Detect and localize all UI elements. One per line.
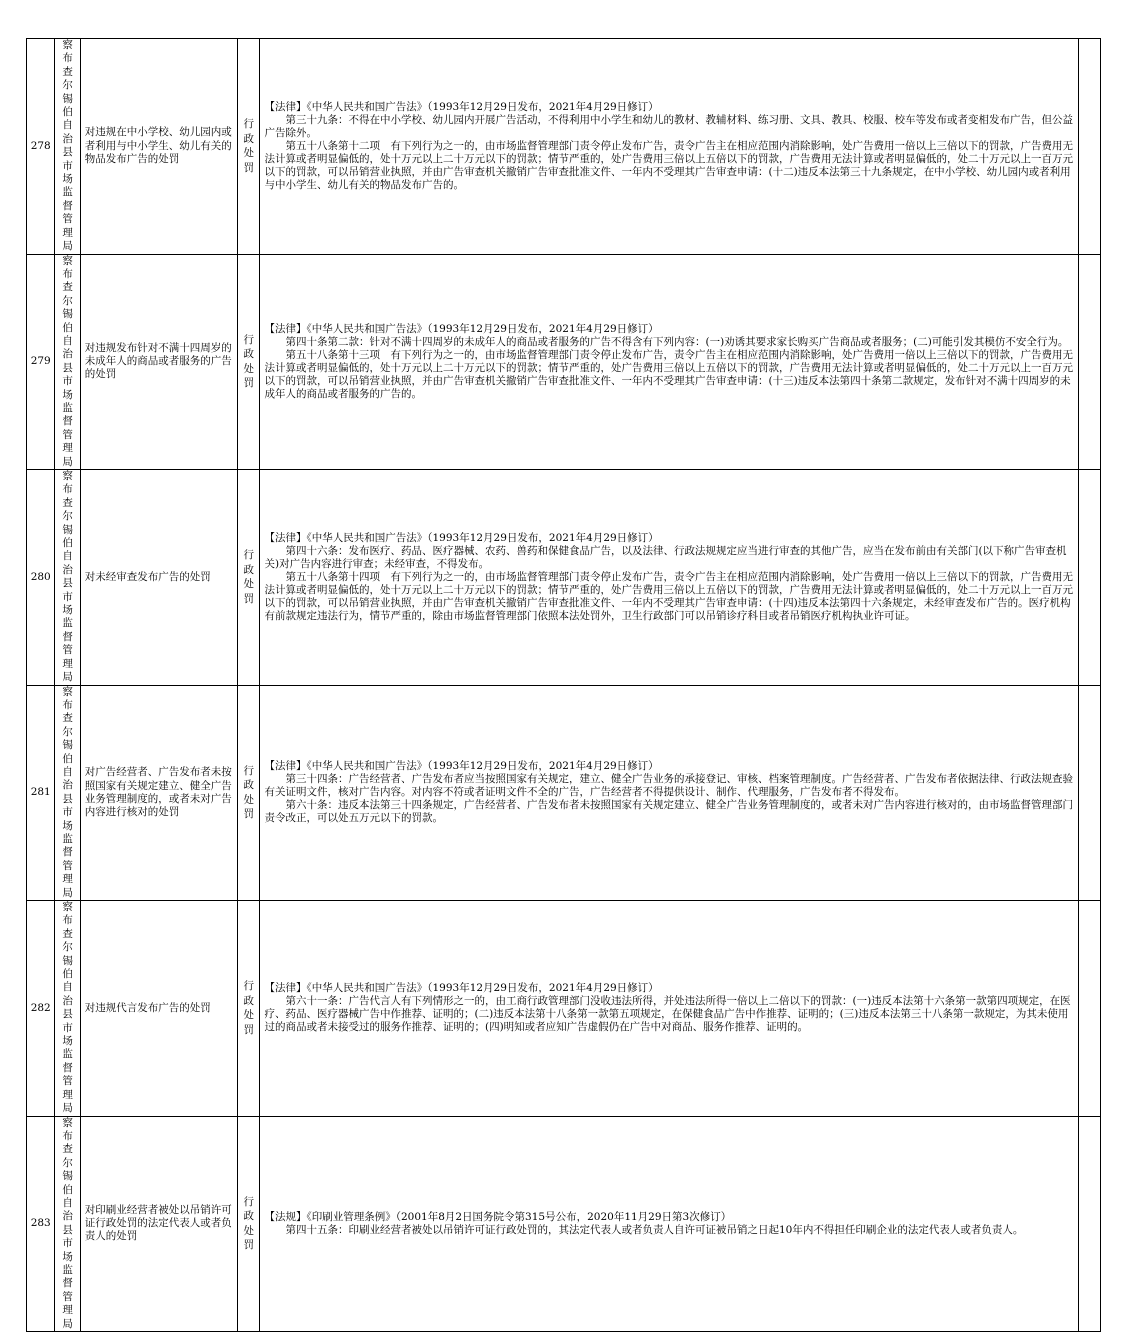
legal-basis-cell — [260, 39, 1078, 255]
power-type: 行政处罚 — [243, 764, 255, 821]
remarks-cell — [1078, 901, 1100, 1117]
power-type-cell — [238, 39, 260, 255]
article-text: 第五十八条第十四项 有下列行为之一的，由市场监督管理部门责令停止发布广告，责令广告主在相应范围内消除影响，处广告费用一倍以上三倍以下的罚款，广告费用无法计算或者明显偏低的，处十万元以上二十万元以下的罚款；情节严重的，处广告费用三倍以上五倍以下的罚款，广告费用无法计算或者明显偏低的，处二十万元以上一百万元以下的罚款，可以吊销营业执照，并由广告审查机关撤销广告审查批准文件、一年内不受理其广告审查申请：(十四)违反本法第四十六条规定，未经审查发布广告的。医疗机构有前款规定违法行为，情节严重的，除由市场监督管理部门依照本法处罚外，卫生行政部门可以吊销诊疗科目或者吊销医疗机构执业许可证。 — [264, 570, 1073, 622]
item-name-cell — [80, 39, 237, 255]
table-row — [27, 901, 1101, 1117]
department-cell — [55, 254, 80, 470]
department-name: 察布查尔锡伯自治县市场监督管理局 — [62, 685, 73, 899]
law-title: 【法律】《中华人民共和国广告法》（1993年12月29日发布，2021年4月29日修订） — [264, 531, 659, 544]
department-name: 察布查尔锡伯自治县市场监督管理局 — [62, 1116, 73, 1330]
table-row — [27, 470, 1101, 686]
department-cell — [55, 39, 80, 255]
item-name: 对广告经营者、广告发布者未按照国家有关规定建立、健全广告业务管理制度的，或者未对广告内容进行核对的处罚 — [84, 766, 232, 818]
department-cell — [55, 901, 80, 1117]
legal-basis-cell — [260, 470, 1078, 686]
remarks-cell — [1078, 254, 1100, 470]
law-title: 【法律】《中华人民共和国广告法》（1993年12月29日发布，2021年4月29日修订） — [264, 760, 659, 773]
row-number: 281 — [27, 685, 55, 901]
powers-table — [26, 38, 1101, 1332]
remarks-cell — [1078, 39, 1100, 255]
row-number: 279 — [27, 254, 55, 470]
item-name: 对违规在中小学校、幼儿园内或者利用与中小学生、幼儿有关的物品发布广告的处罚 — [84, 126, 232, 165]
power-type: 行政处罚 — [243, 333, 255, 390]
item-name-cell — [80, 1116, 237, 1332]
item-name: 对未经审查发布广告的处罚 — [84, 570, 211, 583]
department-cell — [55, 1116, 80, 1332]
item-name: 对印刷业经营者被处以吊销许可证行政处罚的法定代表人或者负责人的处罚 — [84, 1203, 232, 1243]
article-text: 第五十八条第十三项 有下列行为之一的，由市场监督管理部门责令停止发布广告，责令广告主在相应范围内消除影响，处广告费用一倍以上三倍以下的罚款，广告费用无法计算或者明显偏低的，处十万元以上二十万元以下的罚款；情节严重的，处广告费用三倍以上五倍以下的罚款，广告费用无法计算或者明显偏低的，处二十万元以上一百万元以下的罚款，可以吊销营业执照，并由广告审查机关撤销广告审查批准文件、一年内不受理其广告审查申请：(十三)违反本法第四十条第二款规定，发布针对不满十四周岁的未成年人的商品或者服务的广告的。 — [264, 348, 1073, 400]
item-name-cell — [80, 254, 237, 470]
table-row — [27, 1116, 1101, 1332]
row-number: 283 — [27, 1116, 55, 1332]
law-title: 【法律】《中华人民共和国广告法》（1993年12月29日发布，2021年4月29日修订） — [264, 982, 659, 995]
table-body — [27, 39, 1101, 1332]
remarks-cell — [1078, 470, 1100, 686]
power-type: 行政处罚 — [243, 1195, 255, 1252]
department-name: 察布查尔锡伯自治县市场监督管理局 — [62, 470, 73, 684]
article-text: 第四十六条：发布医疗、药品、医疗器械、农药、兽药和保健食品广告，以及法律、行政法规规定应当进行审查的其他广告，应当在发布前由有关部门(以下称广告审查机关)对广告内容进行审查；未经审查，不得发布。 — [264, 544, 1067, 570]
legal-basis-cell — [260, 1116, 1078, 1332]
department-name: 察布查尔锡伯自治县市场监督管理局 — [62, 901, 73, 1115]
legal-basis-cell — [260, 254, 1078, 470]
power-type-cell — [238, 901, 260, 1117]
legal-basis-cell — [260, 901, 1078, 1117]
item-name: 对违规代言发布广告的处罚 — [84, 1001, 211, 1014]
item-name-cell — [80, 470, 237, 686]
row-number: 282 — [27, 901, 55, 1117]
article-text: 第三十四条：广告经营者、广告发布者应当按照国家有关规定，建立、健全广告业务的承接登记、审核、档案管理制度。广告经营者、广告发布者依据法律、行政法规查验有关证明文件，核对广告内容。对内容不符或者证明文件不全的广告，广告经营者不得提供设计、制作、代理服务，广告发布者不得发布。 — [264, 773, 1073, 799]
row-number: 278 — [27, 39, 55, 255]
article-text: 第三十九条：不得在中小学校、幼儿园内开展广告活动，不得利用中小学生和幼儿的教材、教辅材料、练习册、文具、教具、校服、校车等发布或者变相发布广告，但公益广告除外。 — [264, 113, 1073, 139]
article-text: 第六十一条：广告代言人有下列情形之一的，由工商行政管理部门没收违法所得，并处违法所得一倍以上二倍以下的罚款：(一)违反本法第十六条第一款第四项规定，在医疗、药品、医疗器械广告中作推荐、证明的；(二)违反本法第十八条第一款第五项规定，在保健食品广告中作推荐、证明的；(三)违反本法第三十八条第一款规定，为其未使用过的商品或者未接受过的服务作推荐、证明的；(四)明知或者应知广告虚假仍在广告中对商品、服务作推荐、证明的。 — [264, 995, 1071, 1034]
article-text: 第四十五条：印刷业经营者被处以吊销许可证行政处罚的，其法定代表人或者负责人自许可证被吊销之日起10年内不得担任印刷企业的法定代表人或者负责人。 — [285, 1223, 1024, 1236]
law-title: 【法规】《印刷业管理条例》（2001年8月2日国务院令第315号公布，2020年11月29日第3次修订） — [264, 1210, 732, 1223]
article-text: 第四十条第二款：针对不满十四周岁的未成年人的商品或者服务的广告不得含有下列内容：(一)劝诱其要求家长购买广告商品或者服务；(二)可能引发其模仿不安全行为。 — [285, 335, 1069, 348]
row-number: 280 — [27, 470, 55, 686]
item-name-cell — [80, 901, 237, 1117]
department-cell — [55, 470, 80, 686]
department-name: 察布查尔锡伯自治县市场监督管理局 — [62, 39, 73, 253]
law-title: 【法律】《中华人民共和国广告法》（1993年12月29日发布，2021年4月29日修订） — [264, 322, 659, 335]
power-type: 行政处罚 — [243, 980, 255, 1036]
power-type-cell — [238, 1116, 260, 1332]
department-name: 察布查尔锡伯自治县市场监督管理局 — [62, 254, 73, 468]
article-text: 第五十八条第十二项 有下列行为之一的，由市场监督管理部门责令停止发布广告，责令广告主在相应范围内消除影响，处广告费用一倍以上三倍以下的罚款，广告费用无法计算或者明显偏低的，处十万元以上二十万元以下的罚款；情节严重的，处广告费用三倍以上五倍以下的罚款，广告费用无法计算或者明显偏低的，处二十万元以上一百万元以下的罚款，可以吊销营业执照，并由广告审查机关撤销广告审查批准文件、一年内不受理其广告审查申请：(十二)违反本法第三十九条规定，在中小学校、幼儿园内或者利用与中小学生、幼儿有关的物品发布广告的。 — [264, 139, 1073, 191]
table-row — [27, 254, 1101, 470]
law-title: 【法律】《中华人民共和国广告法》（1993年12月29日发布，2021年4月29日修订） — [264, 100, 659, 113]
power-type: 行政处罚 — [243, 549, 255, 605]
article-text: 第六十条：违反本法第三十四条规定，广告经营者、广告发布者未按照国家有关规定建立、健全广告业务管理制度的，或者未对广告内容进行核对的，由市场监督管理部门责令改正，可以处五万元以下的罚款。 — [264, 799, 1073, 825]
power-type: 行政处罚 — [243, 118, 255, 174]
power-type-cell — [238, 254, 260, 470]
remarks-cell — [1078, 1116, 1100, 1332]
table-row — [27, 39, 1101, 255]
power-type-cell — [238, 470, 260, 686]
item-name: 对违规发布针对不满十四周岁的未成年人的商品或者服务的广告的处罚 — [84, 341, 232, 381]
